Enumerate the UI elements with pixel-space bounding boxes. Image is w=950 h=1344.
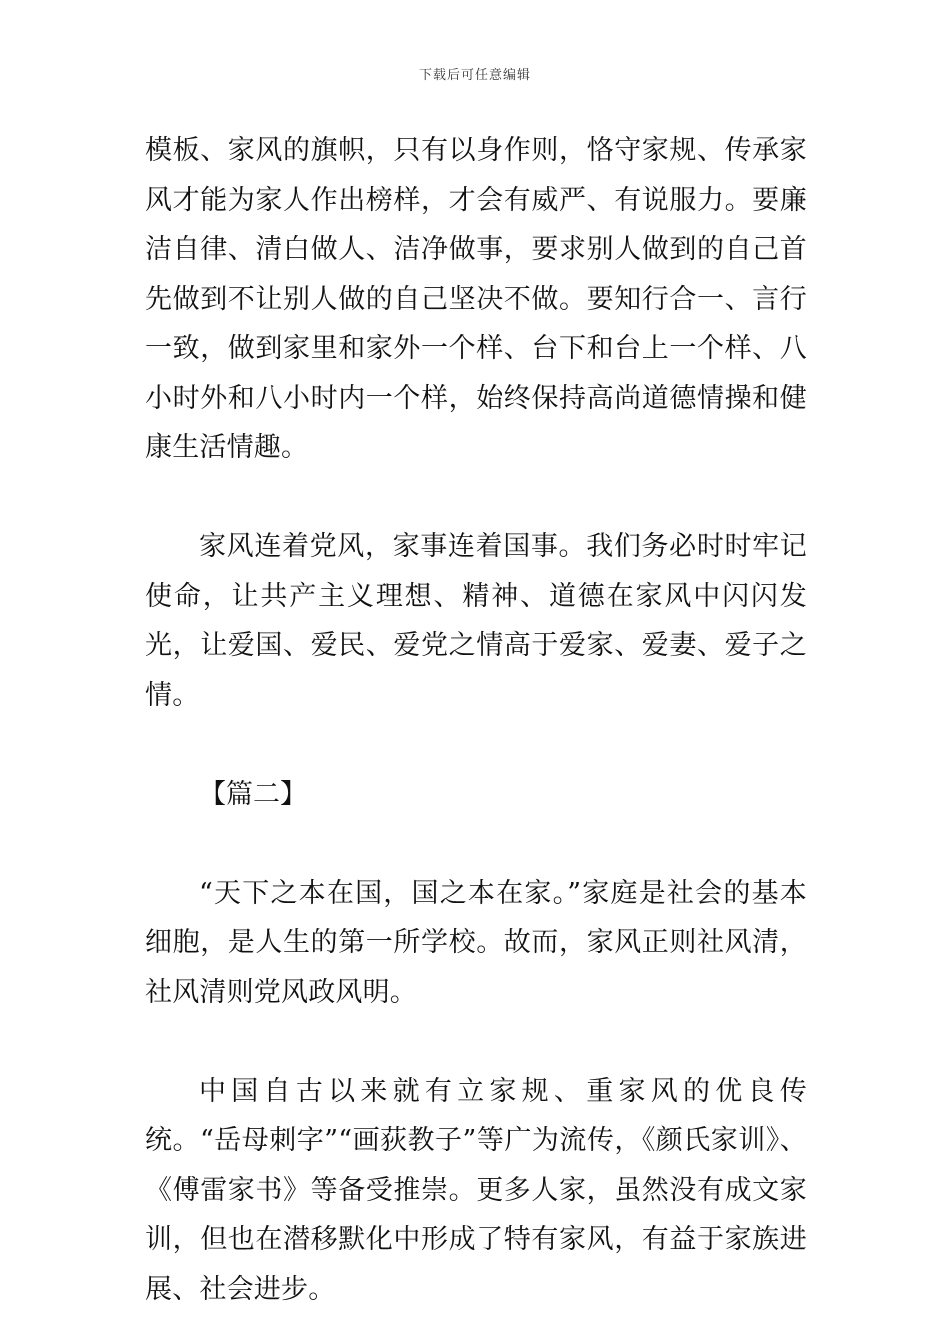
page-header: 下载后可任意编辑 [418,68,531,83]
paragraph-family-party: 家风连着党风，家事连着国事。我们务必时时牢记使命，让共产主义理想、精神、道德在家风中闪闪发光，让爱国、爱民、爱党之情高于爱家、爱妻、爱子之情。 [145,531,807,711]
paragraph-spacer [145,819,807,869]
paragraph-tradition: 中国自古以来就有立家规、重家风的优良传统。“岳母刺字”“画荻教子”等广为流传，《颜氏家训》、《傅雷家书》等备受推崇。更多人家，虽然没有成文家训，但也在潜移默化中形成了特有家风，有益于家族进展、社会进步。 [145,1075,807,1305]
paragraph-spacer [145,720,807,770]
paragraph-spacer [145,473,807,523]
paragraph-spacer [145,1017,807,1067]
document-body [145,126,807,1314]
section-heading: 【篇二】 [199,778,307,810]
paragraph-continued: 模板、家风的旗帜，只有以身作则，恪守家规、传承家风才能为家人作出榜样，才会有威严、有说服力。要廉洁自律、清白做人、洁净做事，要求别人做到的自己首先做到不让别人做的自己坚决不做。要知行合一、言行一致，做到家里和家外一个样、台下和台上一个样、八小时外和八小时内一个样，始终保持高尚道德情操和健康生活情趣。 [145,135,807,463]
paragraph-quote: “天下之本在国，国之本在家。”家庭是社会的基本细胞，是人生的第一所学校。故而，家风正则社风清，社风清则党风政风明。 [145,877,807,1008]
